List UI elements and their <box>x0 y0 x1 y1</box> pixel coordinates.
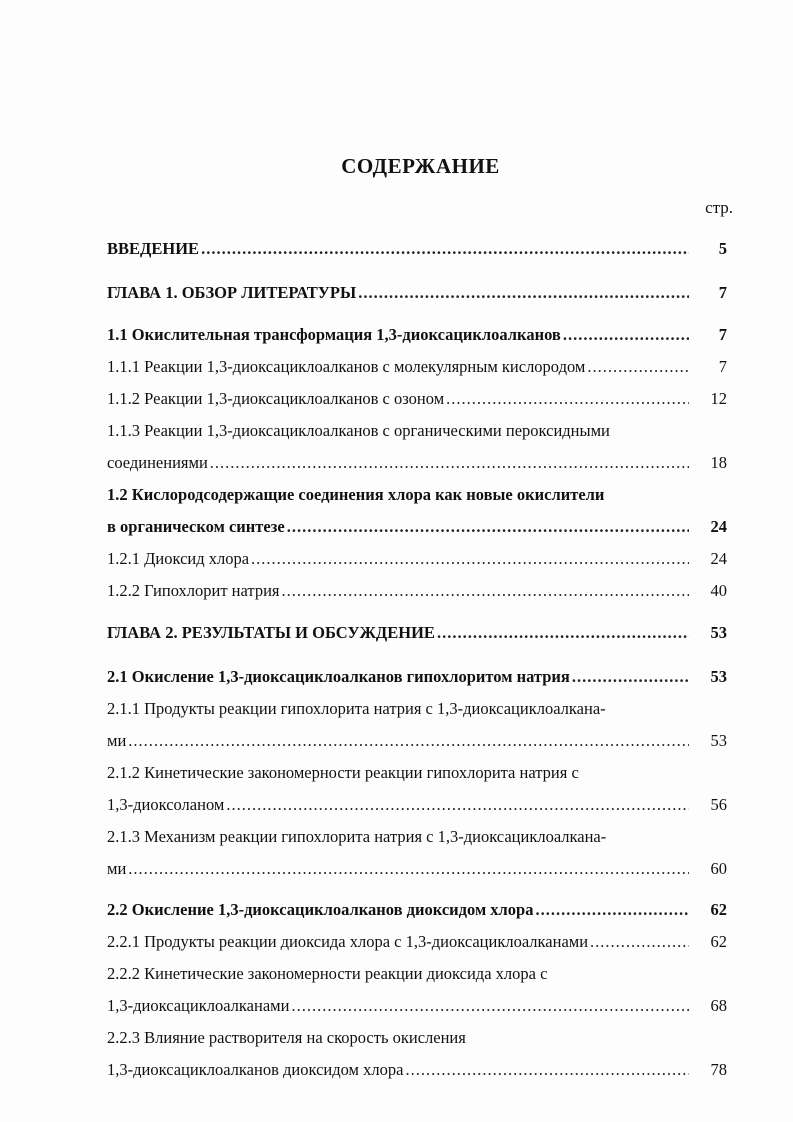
toc-entry-title: ми <box>107 731 127 750</box>
toc-entry-title: 1.2.2 Гипохлорит натрия <box>107 581 280 600</box>
toc-entry-title: 2.2 Окисление 1,3-диоксациклоалканов диоксидом хлора <box>107 900 534 919</box>
leader-dots <box>201 238 689 260</box>
leader-dots <box>563 324 689 346</box>
toc-entry-page: 68 <box>710 996 727 1015</box>
toc-entry-title: ВВЕДЕНИЕ <box>107 239 200 258</box>
toc-entry-title: 2.2.1 Продукты реакции диоксида хлора с 1,3-диоксациклоалканами <box>107 932 589 951</box>
toc-entry-section-2-1-2[interactable] <box>107 794 727 816</box>
toc-entry-page: 53 <box>710 623 727 642</box>
leader-dots <box>291 995 689 1017</box>
toc-entry-title: 1,3-диоксациклоалканами <box>107 996 290 1015</box>
toc-entry-section-2-2-1[interactable] <box>107 931 727 953</box>
page-column-label: стр. <box>705 198 733 217</box>
toc-entry-section-2-1[interactable] <box>107 666 727 688</box>
toc-entry-page: 5 <box>718 239 727 258</box>
toc-entry-page: 7 <box>718 357 727 376</box>
toc-entry-title: 1.1.1 Реакции 1,3-диоксациклоалканов с молекулярным кислородом <box>107 357 586 376</box>
toc-entry-section-2-1-2-line1: 2.1.2 Кинетические закономерности реакции гипохлорита натрия с <box>107 763 579 782</box>
toc-entry-page: 40 <box>710 581 727 600</box>
toc-entry-section-2-2-2[interactable] <box>107 995 727 1017</box>
leader-dots <box>446 388 689 410</box>
toc-entry-page: 53 <box>710 731 727 750</box>
leader-dots <box>536 899 690 921</box>
leader-dots <box>590 931 689 953</box>
leader-dots <box>226 794 689 816</box>
leader-dots <box>587 356 689 378</box>
toc-entry-title: ГЛАВА 2. РЕЗУЛЬТАТЫ И ОБСУЖДЕНИЕ <box>107 623 435 642</box>
toc-entry-section-1-2-line1: 1.2 Кислородсодержащие соединения хлора как новые окислители <box>107 485 605 504</box>
leader-dots <box>282 580 690 602</box>
toc-entry-section-2-1-3[interactable] <box>107 858 727 880</box>
toc-entry-section-2-2-3-line1: 2.2.3 Влияние растворителя на скорость окисления <box>107 1028 466 1047</box>
toc-entry-page: 56 <box>710 795 727 814</box>
leader-dots <box>128 858 689 880</box>
toc-entry-section-1-2-1[interactable] <box>107 548 727 570</box>
toc-entry-title: в органическом синтезе <box>107 517 285 536</box>
toc-entry-title: ГЛАВА 1. ОБЗОР ЛИТЕРАТУРЫ <box>107 283 357 302</box>
toc-entry-title: 1.1.2 Реакции 1,3-диоксациклоалканов с озоном <box>107 389 445 408</box>
toc-entry-title: 1.2.1 Диоксид хлора <box>107 549 250 568</box>
toc-entry-title: 1,3-диоксоланом <box>107 795 225 814</box>
toc-entry-section-1-1-3-line1: 1.1.3 Реакции 1,3-диоксациклоалканов с органическими пероксидными <box>107 421 610 440</box>
toc-entry-page: 62 <box>710 900 727 919</box>
toc-entry-title: соединениями <box>107 453 208 472</box>
toc-entry-section-1-1-3[interactable] <box>107 452 727 474</box>
leader-dots <box>572 666 689 688</box>
toc-entry-chapter-2[interactable] <box>107 622 727 644</box>
toc-entry-section-2-1-1[interactable] <box>107 730 727 752</box>
toc-entry-section-2-2-3[interactable] <box>107 1059 727 1081</box>
leader-dots <box>287 516 689 538</box>
toc-entry-page: 24 <box>710 549 727 568</box>
toc-entry-title: 2.1 Окисление 1,3-диоксациклоалканов гипохлоритом натрия <box>107 667 570 686</box>
leader-dots <box>210 452 689 474</box>
toc-entry-page: 12 <box>710 389 727 408</box>
toc-entry-section-2-1-1-line1: 2.1.1 Продукты реакции гипохлорита натрия с 1,3-диоксациклоалкана- <box>107 699 606 718</box>
leader-dots <box>251 548 689 570</box>
toc-entry-page: 7 <box>718 325 727 344</box>
toc-entry-section-1-1-1[interactable] <box>107 356 727 378</box>
toc-entry-page: 24 <box>710 517 727 536</box>
toc-entry-page: 62 <box>710 932 727 951</box>
toc-entry-section-2-1-3-line1: 2.1.3 Механизм реакции гипохлорита натрия с 1,3-диоксациклоалкана- <box>107 827 607 846</box>
toc-entry-section-2-2[interactable] <box>107 899 727 921</box>
leader-dots <box>358 282 689 304</box>
toc-entry-title: ми <box>107 859 127 878</box>
toc-entry-section-2-2-2-line1: 2.2.2 Кинетические закономерности реакции диоксида хлора с <box>107 964 548 983</box>
leader-dots <box>437 622 689 644</box>
toc-entry-page: 78 <box>710 1060 727 1079</box>
toc-entry-page: 60 <box>710 859 727 878</box>
toc-entry-introduction[interactable] <box>107 238 727 260</box>
toc-entry-page: 7 <box>718 283 727 302</box>
toc-entry-title: 1.1 Окислительная трансформация 1,3-диоксациклоалканов <box>107 325 561 344</box>
toc-entry-section-1-1-2[interactable] <box>107 388 727 410</box>
toc-entry-chapter-1[interactable] <box>107 282 727 304</box>
toc-entry-page: 53 <box>710 667 727 686</box>
toc-entry-page: 18 <box>710 453 727 472</box>
leader-dots <box>405 1059 689 1081</box>
toc-entry-section-1-2[interactable] <box>107 516 727 538</box>
page-title: СОДЕРЖАНИЕ <box>341 154 500 178</box>
toc-entry-section-1-1[interactable] <box>107 324 727 346</box>
toc-entry-title: 1,3-диоксациклоалканов диоксидом хлора <box>107 1060 404 1079</box>
leader-dots <box>128 730 689 752</box>
toc-entry-section-1-2-2[interactable] <box>107 580 727 602</box>
